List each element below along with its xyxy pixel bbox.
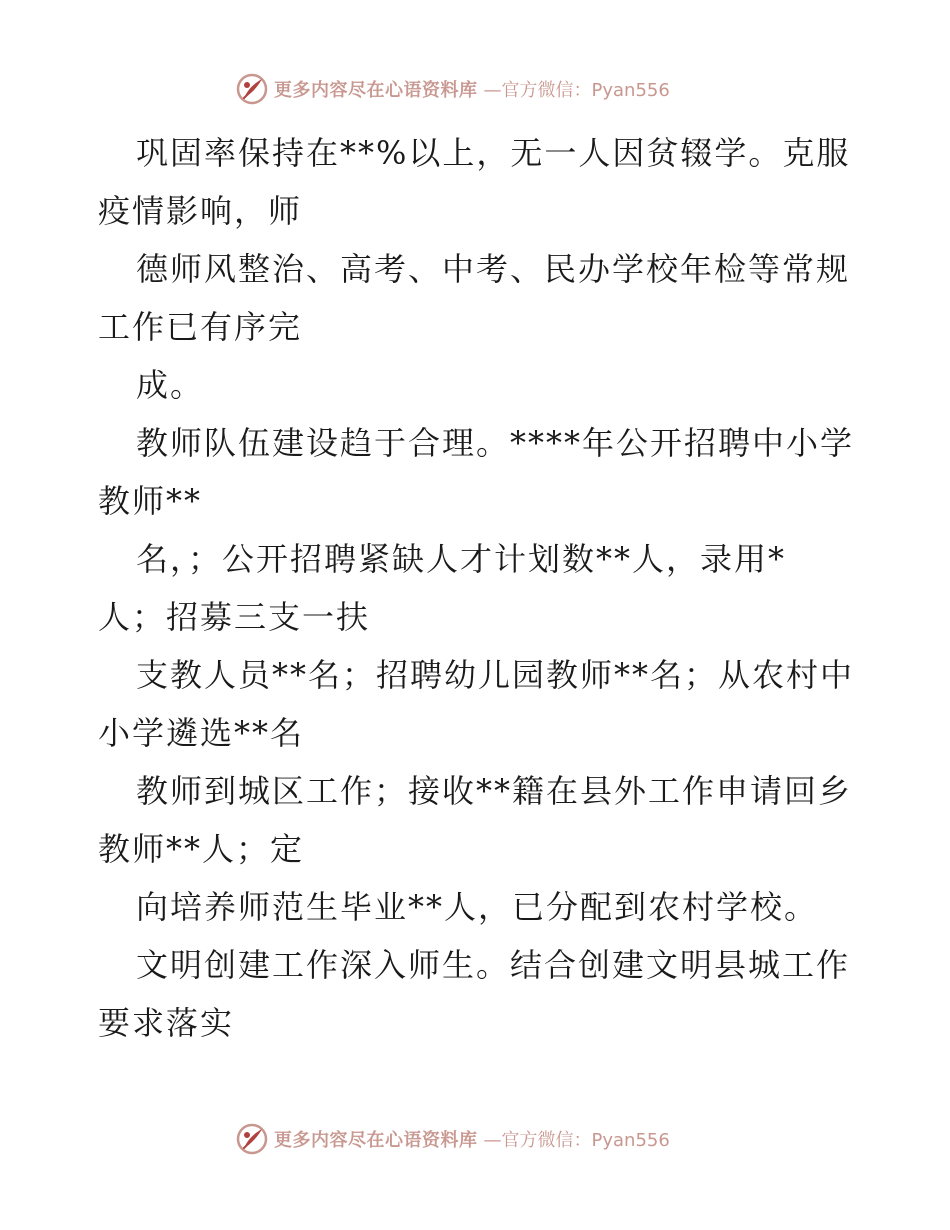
text-line: 教师到城区工作；接收**籍在县外工作申请回乡: [136, 772, 853, 810]
text-line: 名，；公开招聘紧缺人才计划数**人，录用*: [136, 540, 787, 578]
text-line: 人；招募三支一扶: [98, 598, 371, 636]
text-line: 支教人员**名；招聘幼儿园教师**名；从农村中: [136, 656, 855, 694]
text-line: 小学遴选**名: [98, 714, 305, 752]
text-line: 要求落实: [98, 1004, 235, 1042]
text-line: 文明创建工作深入师生。结合创建文明县城工作: [136, 946, 851, 984]
text-line: 教师**: [98, 482, 203, 520]
text-line: 疫情影响，师: [98, 192, 303, 230]
text-line: 德师风整治、高考、中考、民办学校年检等常规: [136, 250, 851, 288]
footer-watermark: [236, 1122, 670, 1156]
header-watermark: [236, 72, 670, 106]
watermark-suffix: —官方微信：Pyan556: [483, 1130, 670, 1151]
feather-pen-icon: [236, 1123, 268, 1155]
body-text: [98, 124, 858, 1052]
text-line: 成。: [136, 366, 205, 404]
watermark-text: 更多内容尽在心语资料库: [274, 1130, 478, 1151]
text-line: 工作已有序完: [98, 308, 303, 346]
text-line: 教师**人；定: [98, 830, 305, 868]
feather-pen-icon: [236, 73, 268, 105]
text-line: 巩固率保持在**%以上，无一人因贫辍学。克服: [136, 134, 851, 172]
watermark-suffix: —官方微信：Pyan556: [483, 80, 670, 101]
text-line: 教师队伍建设趋于合理。****年公开招聘中小学: [136, 424, 855, 462]
watermark-text: 更多内容尽在心语资料库: [274, 80, 478, 101]
text-line: 向培养师范生毕业**人，已分配到农村学校。: [136, 888, 819, 926]
